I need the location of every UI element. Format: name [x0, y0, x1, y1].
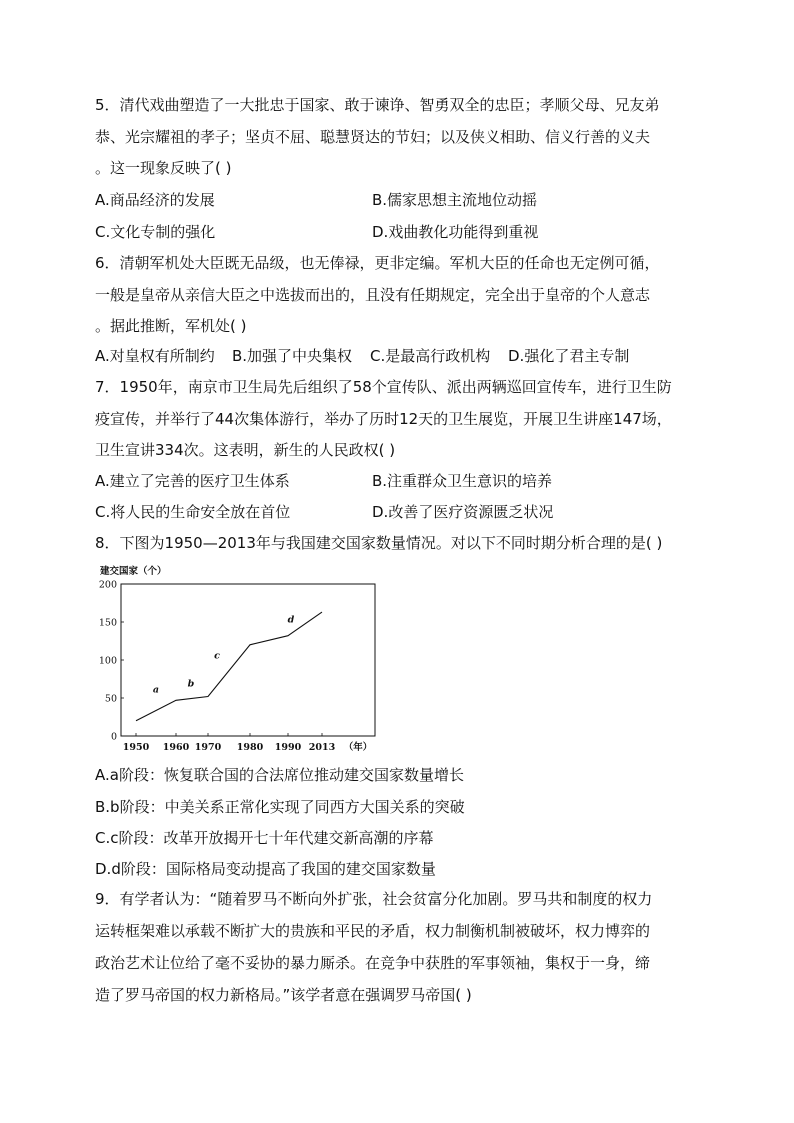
q8-option-a: A.a阶段：恢复联合国的合法席位推动建交国家数量增长 [95, 766, 464, 784]
q6-line-3: 。据此推断，军机处( ) [95, 317, 247, 335]
q9-line-4: 造了罗马帝国的权力新格局。”该学者意在强调罗马帝国( ) [95, 986, 472, 1004]
q5-line-1: 5．清代戏曲塑造了一大批忠于国家、敢于谏诤、智勇双全的忠臣；孝顺父母、兄友弟 [95, 96, 660, 114]
q7-line-2: 疫宣传，并举行了44次集体游行，举办了历时12天的卫生展览，开展卫生讲座147场， [95, 410, 672, 428]
q6-option-b: B.加强了中央集权 [232, 347, 353, 365]
q7-option-c: C.将人民的生命安全放在首位 [95, 503, 291, 521]
segment-label-a: a [152, 684, 160, 696]
x-tick-label: 2013 [308, 742, 336, 753]
q7-option-b: B.注重群众卫生意识的培养 [372, 472, 553, 490]
x-tick-label: 1960 [162, 742, 190, 753]
x-tick-label: 1950 [122, 742, 150, 753]
q8-line-1: 8．下图为1950—2013年与我国建交国家数量情况。对以下不同时期分析合理的是( ) [95, 534, 663, 552]
q5-option-d: D.戏曲教化功能得到重视 [372, 223, 539, 241]
y-tick-label: 150 [98, 617, 117, 629]
segment-label-d: d [287, 614, 295, 626]
q5-line-3: 。这一现象反映了( ) [95, 159, 232, 177]
series-line [136, 612, 322, 721]
x-tick-label: 1970 [194, 742, 222, 753]
q7-option-d: D.改善了医疗资源匮乏状况 [372, 503, 554, 521]
q8-option-d: D.d阶段：国际格局变动提高了我国的建交国家数量 [95, 860, 436, 878]
q6-line-1: 6．清朝军机处大臣既无品级，也无俸禄，更非定编。军机大臣的任命也无定例可循， [95, 254, 660, 272]
diplomatic-relations-chart [90, 560, 390, 760]
q7-option-a: A.建立了完善的医疗卫生体系 [95, 472, 290, 490]
q9-line-2: 运转框架难以承载不断扩大的贵族和平民的矛盾，权力制衡机制被破坏，权力博弈的 [95, 922, 651, 940]
q5-option-a: A.商品经济的发展 [95, 191, 215, 209]
q7-line-3: 卫生宣讲334次。这表明，新生的人民政权( ) [95, 441, 396, 459]
plot-frame [121, 584, 375, 736]
q9-line-1: 9．有学者认为：“随着罗马不断向外扩张，社会贫富分化加剧。罗马共和制度的权力 [95, 890, 653, 908]
q6-option-a: A.对皇权有所制约 [95, 347, 215, 365]
y-axis-label: 建交国家（个） [100, 566, 167, 577]
x-axis-label: （年） [343, 742, 373, 753]
q5-option-b: B.儒家思想主流地位动摇 [372, 191, 538, 209]
y-tick-label: 50 [104, 693, 117, 705]
y-tick-label: 100 [98, 655, 117, 667]
segment-label-b: b [187, 678, 195, 690]
y-tick-label: 0 [110, 731, 117, 743]
x-tick-label: 1990 [274, 742, 302, 753]
x-tick-label: 1980 [236, 742, 264, 753]
q7-line-1: 7．1950年，南京市卫生局先后组织了58个宣传队、派出两辆巡回宣传车，进行卫生防 [95, 378, 672, 396]
q5-line-2: 恭、光宗耀祖的孝子；坚贞不屈、聪慧贤达的节妇；以及侠义相助、信义行善的义夫 [95, 128, 651, 146]
q6-option-d: D.强化了君主专制 [508, 347, 630, 365]
q9-line-3: 政治艺术让位给了毫不妥协的暴力厮杀。在竞争中获胜的军事领袖，集权于一身，缔 [95, 954, 651, 972]
segment-label-c: c [214, 650, 220, 662]
q5-option-c: C.文化专制的强化 [95, 223, 216, 241]
q6-option-c: C.是最高行政机构 [370, 347, 491, 365]
y-tick-label: 200 [98, 579, 117, 591]
q6-line-2: 一般是皇帝从亲信大臣之中选拔而出的，且没有任期规定，完全出于皇帝的个人意志 [95, 286, 651, 304]
q8-option-b: B.b阶段：中美关系正常化实现了同西方大国关系的突破 [95, 798, 465, 816]
q8-option-c: C.c阶段：改革开放揭开七十年代建交新高潮的序幕 [95, 829, 434, 847]
